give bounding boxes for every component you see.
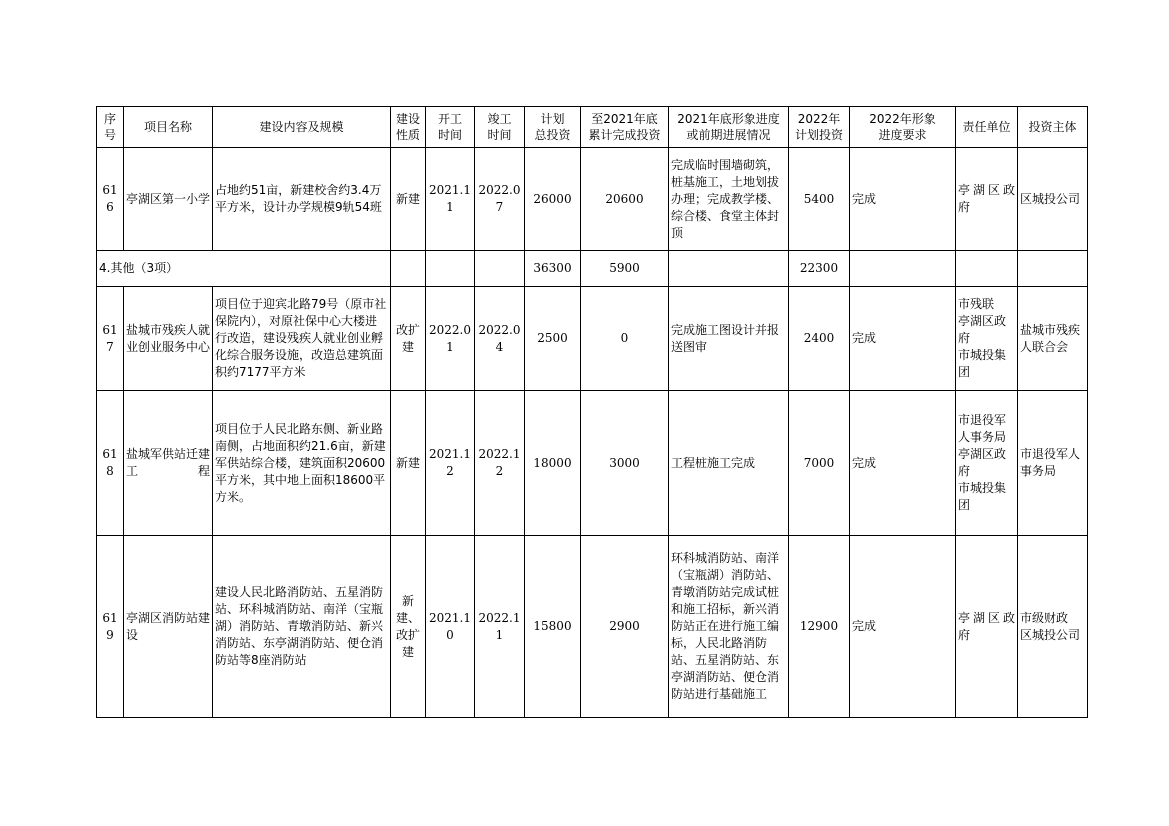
table-row — [97, 536, 1088, 718]
nature-cell: 改扩 建 — [391, 287, 426, 391]
empty-cell — [475, 251, 525, 287]
unit-cell: 市残联 亭湖区政府 市城投集团 — [956, 287, 1018, 391]
subtotal-cum-2021: 5900 — [581, 251, 669, 287]
start-cell: 2022.01 — [426, 287, 475, 391]
header-start: 开工 时间 — [426, 107, 475, 148]
header-end: 竣工 时间 — [475, 107, 525, 148]
start-cell: 2021.12 — [426, 391, 475, 536]
content-cell: 项目位于迎宾北路79号（原市社保院内），对原社保中心大楼进行改造，建设残疾人就业创业孵化综合服务设施，改造总建筑面积约7177平方米 — [213, 287, 391, 391]
plan-total-cell: 18000 — [525, 391, 581, 536]
content-cell: 占地约51亩，新建校舍约3.4万平方米，设计办学规模9轨54班 — [213, 148, 391, 251]
investor-cell: 市级财政 区城投公司 — [1018, 536, 1088, 718]
progress-2021-cell: 完成临时围墙砌筑，桩基施工，土地划拔办理；完成教学楼、综合楼、食堂主体封顶 — [669, 148, 789, 251]
seq-cell: 618 — [97, 391, 124, 536]
empty-cell — [850, 251, 956, 287]
plan-2022-cell: 5400 — [789, 148, 850, 251]
nature-cell: 新建 — [391, 148, 426, 251]
content-cell: 项目位于人民北路东侧、新业路南侧，占地面积约21.6亩，新建军供站综合楼，建筑面积20600平方米，其中地上面积18600平方米。 — [213, 391, 391, 536]
header-req-2022: 2022年形象 进度要求 — [850, 107, 956, 148]
nature-cell: 新 建、 改扩 建 — [391, 536, 426, 718]
seq-cell: 619 — [97, 536, 124, 718]
unit-cell: 亭湖区政府 — [956, 148, 1018, 251]
progress-2021-cell: 工程桩施工完成 — [669, 391, 789, 536]
investor-cell: 市退役军人事务局 — [1018, 391, 1088, 536]
header-name: 项目名称 — [124, 107, 213, 148]
content-cell: 建设人民北路消防站、五星消防站、环科城消防站、南洋（宝瓶湖）消防站、青墩消防站、新兴消防站、东亭湖消防站、便仓消防站等8座消防站 — [213, 536, 391, 718]
req-2022-cell: 完成 — [850, 391, 956, 536]
header-unit: 责任单位 — [956, 107, 1018, 148]
cum-2021-cell: 3000 — [581, 391, 669, 536]
subtotal-plan-2022: 22300 — [789, 251, 850, 287]
header-seq: 序 号 — [97, 107, 124, 148]
subtotal-label: 4.其他（3项） — [97, 251, 391, 287]
plan-total-cell: 15800 — [525, 536, 581, 718]
plan-total-cell: 2500 — [525, 287, 581, 391]
name-cell: 亭湖区消防站建设 — [124, 536, 213, 718]
header-row — [97, 107, 1088, 148]
req-2022-cell: 完成 — [850, 148, 956, 251]
empty-cell — [669, 251, 789, 287]
req-2022-cell: 完成 — [850, 287, 956, 391]
table-row — [97, 287, 1088, 391]
req-2022-cell: 完成 — [850, 536, 956, 718]
header-investor: 投资主体 — [1018, 107, 1088, 148]
empty-cell — [956, 251, 1018, 287]
unit-cell: 亭湖区政府 — [956, 536, 1018, 718]
table-row — [97, 148, 1088, 251]
progress-2021-cell: 环科城消防站、南洋（宝瓶湖）消防站、青墩消防站完成试桩和施工招标，新兴消防站正在进行施工编标，人民北路消防站、五星消防站、东亭湖消防站、便仓消防站进行基础施工 — [669, 536, 789, 718]
cum-2021-cell: 2900 — [581, 536, 669, 718]
nature-cell: 新建 — [391, 391, 426, 536]
investor-cell: 区城投公司 — [1018, 148, 1088, 251]
header-progress-2021: 2021年底形象进度 或前期进展情况 — [669, 107, 789, 148]
header-content: 建设内容及规模 — [213, 107, 391, 148]
header-plan-total: 计划 总投资 — [525, 107, 581, 148]
empty-cell — [1018, 251, 1088, 287]
progress-2021-cell: 完成施工图设计并报送图审 — [669, 287, 789, 391]
name-cell: 盐城军供站迁建工程 — [124, 391, 213, 536]
end-cell: 2022.04 — [475, 287, 525, 391]
header-cum-2021: 至2021年底 累计完成投资 — [581, 107, 669, 148]
plan-2022-cell: 2400 — [789, 287, 850, 391]
seq-cell: 617 — [97, 287, 124, 391]
project-table — [96, 106, 1088, 718]
plan-total-cell: 26000 — [525, 148, 581, 251]
unit-cell: 市退役军人事务局 亭湖区政府 市城投集团 — [956, 391, 1018, 536]
empty-cell — [426, 251, 475, 287]
end-cell: 2022.07 — [475, 148, 525, 251]
name-cell: 亭湖区第一小学 — [124, 148, 213, 251]
start-cell: 2021.11 — [426, 148, 475, 251]
empty-cell — [391, 251, 426, 287]
plan-2022-cell: 7000 — [789, 391, 850, 536]
cum-2021-cell: 20600 — [581, 148, 669, 251]
name-cell: 盐城市残疾人就业创业服务中心 — [124, 287, 213, 391]
header-plan-2022: 2022年 计划投资 — [789, 107, 850, 148]
start-cell: 2021.10 — [426, 536, 475, 718]
cum-2021-cell: 0 — [581, 287, 669, 391]
investor-cell: 盐城市残疾人联合会 — [1018, 287, 1088, 391]
seq-cell: 616 — [97, 148, 124, 251]
plan-2022-cell: 12900 — [789, 536, 850, 718]
end-cell: 2022.12 — [475, 391, 525, 536]
table-row — [97, 391, 1088, 536]
header-nature: 建设 性质 — [391, 107, 426, 148]
end-cell: 2022.11 — [475, 536, 525, 718]
subtotal-plan-total: 36300 — [525, 251, 581, 287]
subtotal-row — [97, 251, 1088, 287]
